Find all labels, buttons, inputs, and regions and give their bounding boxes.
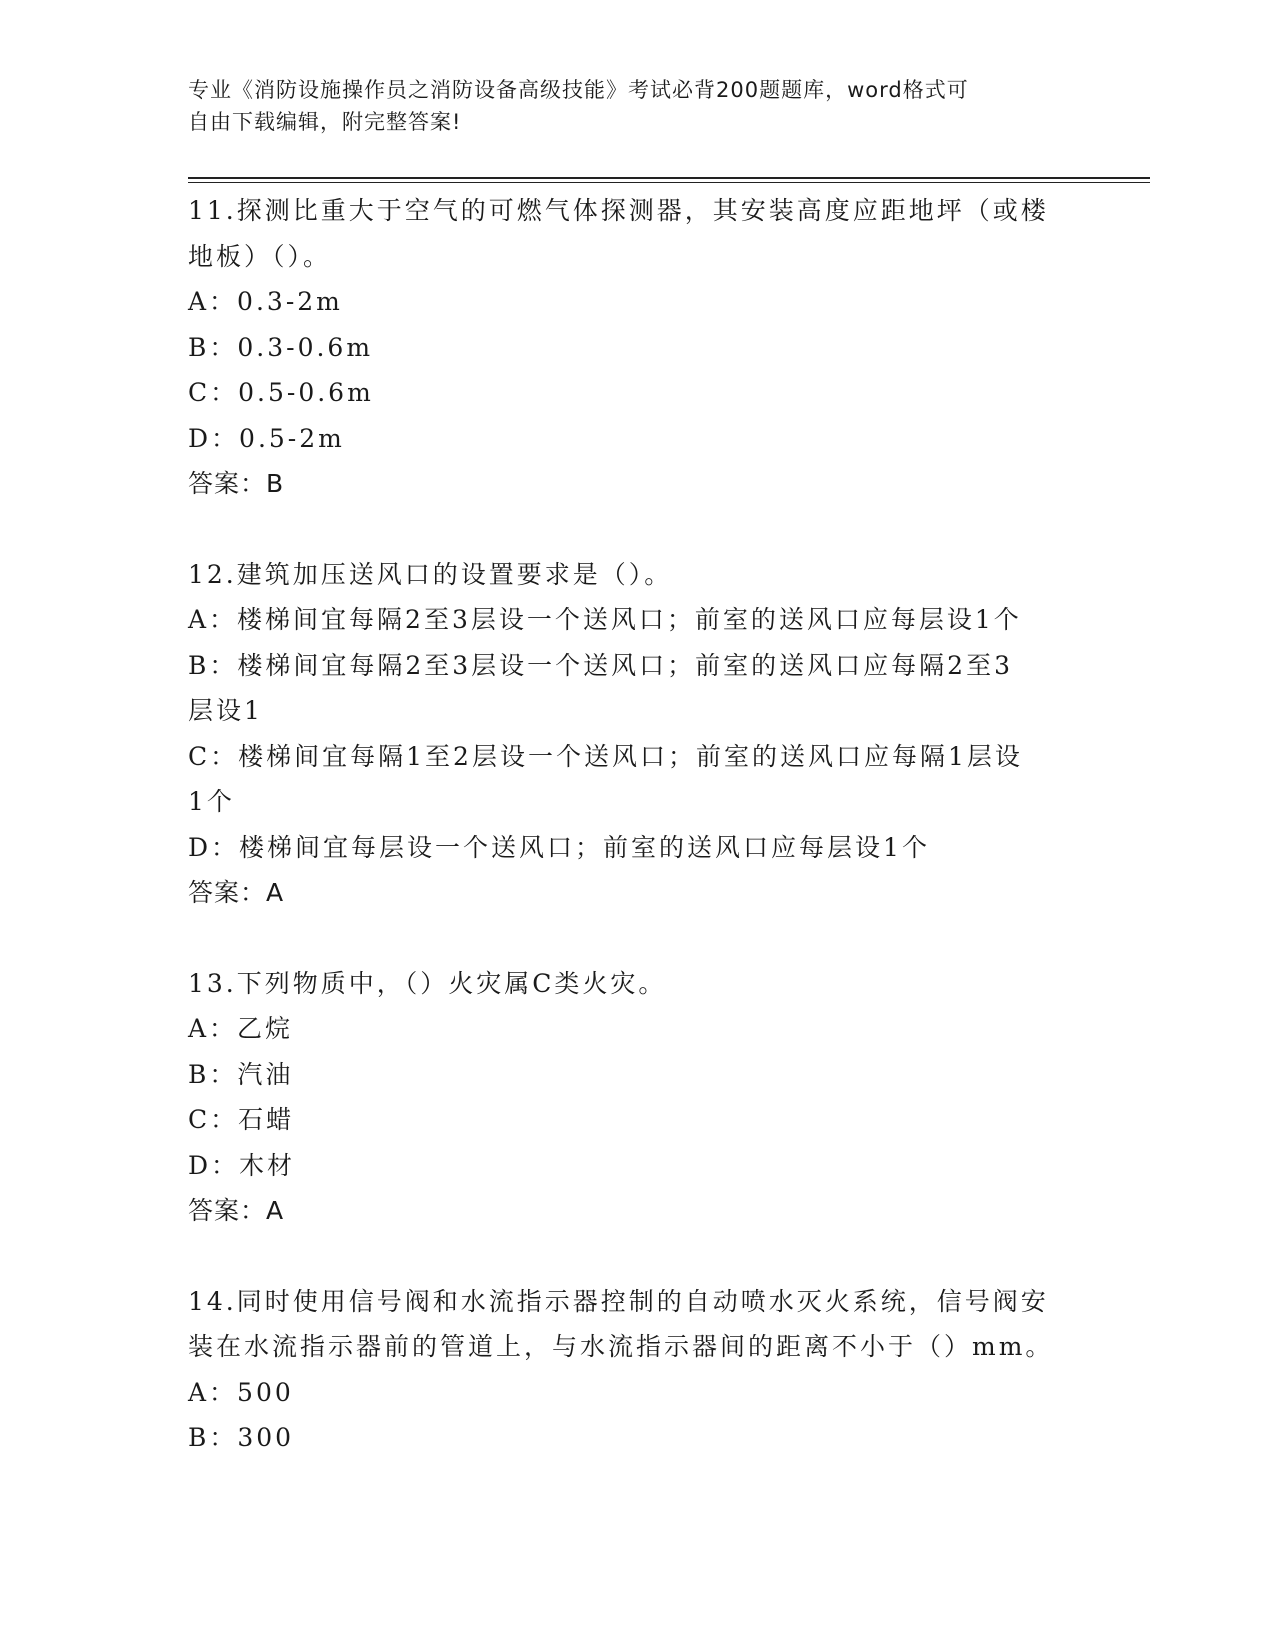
option-c: C：石蜡 — [188, 1105, 295, 1134]
answer: 答案：A — [188, 878, 285, 907]
question-14 — [188, 1279, 1088, 1461]
answer: 答案：A — [188, 1196, 285, 1225]
option-d: D：0.5-2m — [188, 423, 345, 453]
option-b-cont: 层设1 — [188, 696, 263, 725]
question-11 — [188, 188, 1088, 507]
spacer — [188, 507, 1088, 552]
spacer — [188, 916, 1088, 961]
option-c: C：0.5-0.6m — [188, 378, 374, 407]
option-a: A：0.3-2m — [188, 287, 343, 316]
option-b: B：汽油 — [188, 1059, 294, 1089]
option-c-cont: 1个 — [188, 787, 235, 816]
question-stem-cont: 地板）（）。 — [188, 241, 332, 271]
header-rule-thin — [188, 182, 1150, 183]
question-stem: 11.探测比重大于空气的可燃气体探测器，其安装高度应距地坪（或楼 — [188, 196, 1049, 225]
option-b: B：0.3-0.6m — [188, 332, 374, 362]
question-13 — [188, 961, 1088, 1234]
option-d: D：楼梯间宜每层设一个送风口；前室的送风口应每层设1个 — [188, 832, 930, 862]
document-header — [188, 74, 1068, 138]
option-b: B：楼梯间宜每隔2至3层设一个送风口；前室的送风口应每隔2至3 — [188, 650, 1013, 680]
answer: 答案：B — [188, 469, 285, 498]
option-c: C：楼梯间宜每隔1至2层设一个送风口；前室的送风口应每隔1层设 — [188, 741, 1023, 771]
option-a: A：楼梯间宜每隔2至3层设一个送风口；前室的送风口应每层设1个 — [188, 605, 1022, 634]
option-d: D：木材 — [188, 1150, 296, 1180]
question-12 — [188, 552, 1088, 916]
question-stem: 14.同时使用信号阀和水流指示器控制的自动喷水灭火系统，信号阀安 — [188, 1286, 1049, 1316]
option-a: A：500 — [188, 1377, 294, 1407]
header-line-1: 专业《消防设施操作员之消防设备高级技能》考试必背200题题库，word格式可 — [188, 78, 969, 102]
option-b: B：300 — [188, 1423, 295, 1452]
header-rule-thick — [188, 177, 1150, 179]
question-stem: 12.建筑加压送风口的设置要求是（）。 — [188, 559, 673, 589]
header-line-2: 自由下载编辑，附完整答案! — [188, 110, 462, 134]
question-stem: 13.下列物质中，（）火灾属C类火灾。 — [188, 968, 667, 998]
question-list — [188, 188, 1088, 1461]
question-stem-cont: 装在水流指示器前的管道上，与水流指示器间的距离不小于（）mm。 — [188, 1332, 1054, 1361]
option-a: A：乙烷 — [188, 1014, 294, 1043]
spacer — [188, 1234, 1088, 1279]
